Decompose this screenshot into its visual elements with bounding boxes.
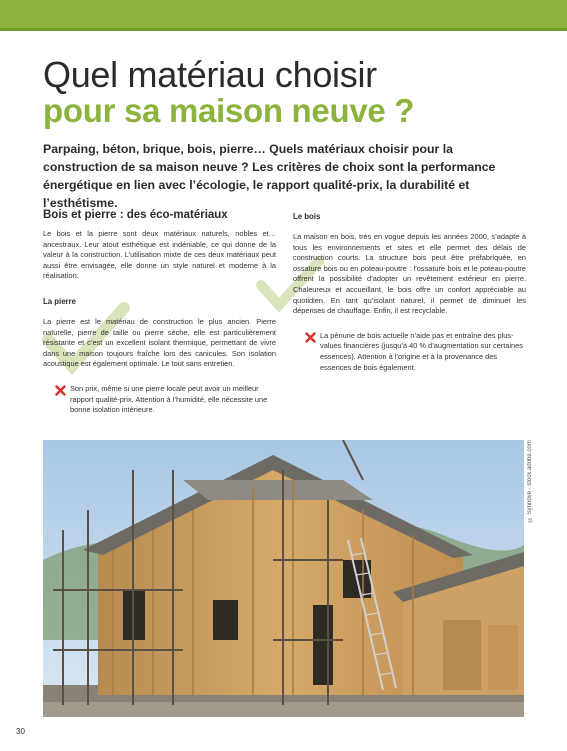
- stone-paragraph: La pierre est le matériau de construction le plus ancien. Pierre naturelle, pierre de taille ou pierre sèche, elle est particulièrement résistante et c’est un excellent isolant thermique, permettant de vivre dans une maison toujours fraîche lors des canicules. Son isolation acoustique est également optimale. Le tout sans entretien.: [43, 316, 276, 369]
- header-band: [0, 0, 567, 31]
- stone-subheading: La pierre: [43, 296, 76, 306]
- stone-warning-text: Son prix, même si une pierre locale peut avoir un meilleur rapport qualité-prix. Attention à l’humidité, elle nécessite une bonne isolation intérieure.: [70, 383, 268, 415]
- lede-paragraph: Parpaing, béton, brique, bois, pierre… Quels matériaux choisir pour la construction de sa maison neuve ? Les critères de choix sont la performance énergétique en lien avec l’écologie, le rapport qualité-prix, la durabilité et l’esthétisme.: [43, 142, 496, 210]
- stone-warning: [55, 384, 276, 416]
- page-number: 30: [16, 727, 25, 736]
- right-column: [293, 208, 526, 373]
- red-cross-icon: [55, 385, 66, 396]
- wood-warning: [305, 331, 526, 373]
- section-heading: Bois et pierre : des éco-matériaux: [43, 209, 228, 221]
- photo-credit: © Synnöve - stock.adobe.com: [527, 440, 533, 522]
- wood-subheading: Le bois: [293, 212, 321, 221]
- wood-warning-text: La pénurie de bois actuelle n’aide pas et entraîne des plus-values financières (jusqu’à 40 % d’augmentation sur certaines essences). Attention à l’origine et à la provenance des essences de bois également.: [320, 330, 523, 372]
- page-title: Quel matériau choisir: [43, 54, 377, 95]
- intro-paragraph: Le bois et la pierre sont deux matériaux naturels, nobles et… ancestraux. Leur atout esthétique est indéniable, ce qui donne de la valeur à la construction. L’utilisation mixte de ces deux matériaux peut aussi être envisagée, elle donne un style naturel et moderne à la réalisation.: [43, 229, 276, 281]
- wood-paragraph: La maison en bois, très en vogue depuis les années 2000, s’adapte à tous les environnements et sites et elle permet des délais de construction courts. La structure bois peut être préfabriquée, en ossature bois ou en poteau-poutre : l’ossature bois et le poteau-poutre offrent la possibilité d’adopter un revêtement extérieur en pierre. Chaleureux et accueillant, le bois offre un confort appréciable au quotidien. En tant qu’isolant naturel, il permet de diminuer les dépenses de chauffage. Enfin, il est recyclable.: [293, 232, 526, 316]
- red-cross-icon: [305, 332, 316, 343]
- left-column: [43, 208, 276, 416]
- construction-photo: [43, 440, 524, 717]
- page-subtitle: pour sa maison neuve ?: [43, 92, 415, 129]
